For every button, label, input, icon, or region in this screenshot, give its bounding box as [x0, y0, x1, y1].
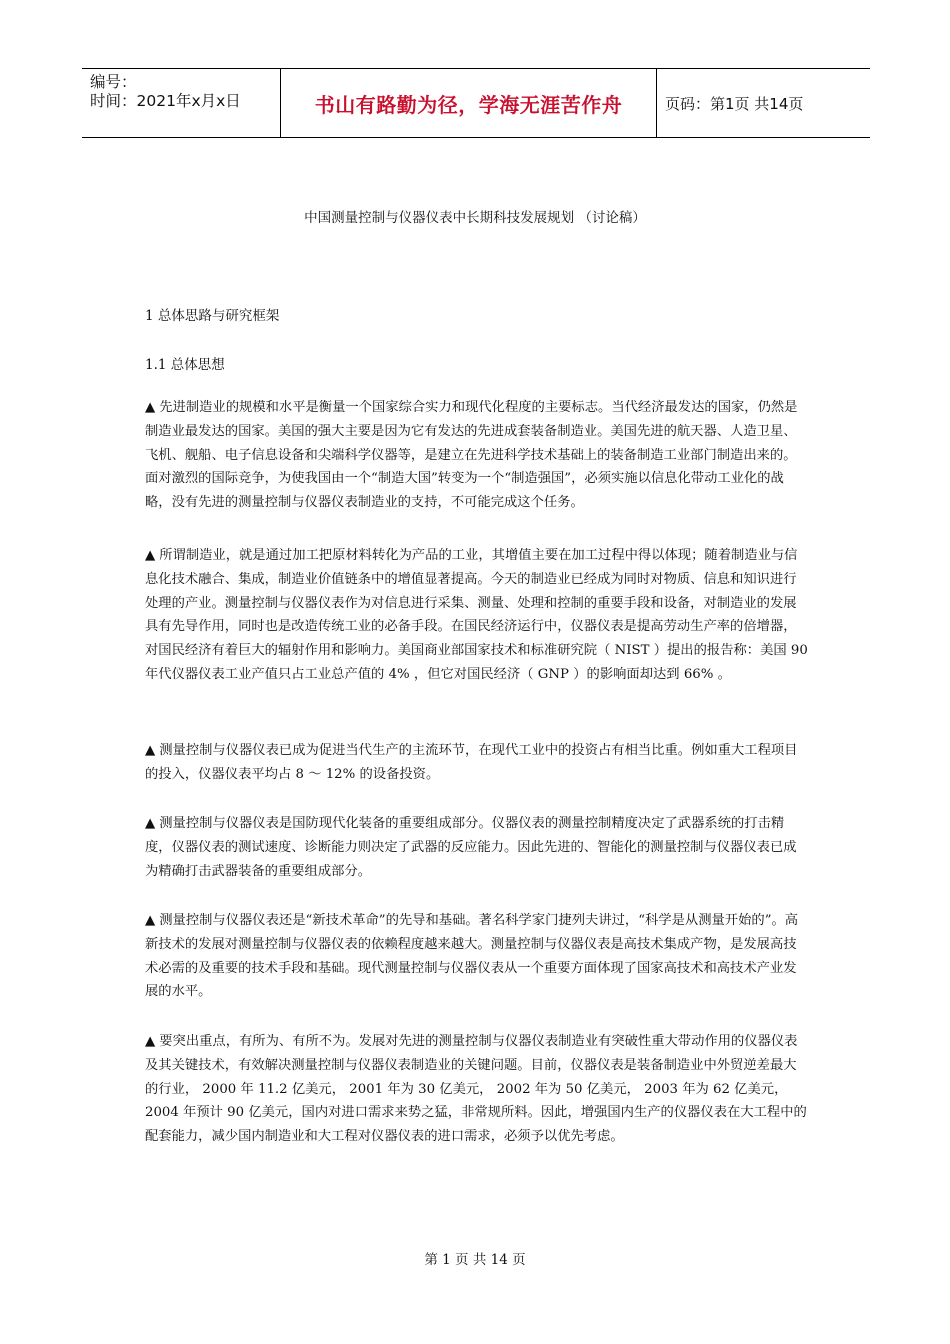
paragraph-text: 先进制造业的规模和水平是衡量一个国家综合实力和现代化程度的主要标志。当代经济最发达的国家，仍然是制造业最发达的国家。美国的强大主要是因为它有发达的先进成套装备制造业。美国先进的航天器、人造卫星、飞机、舰船、电子信息设备和尖端科学仪器等，是建立在先进科学技术基础上的装备制造工业部门制造出来的。面对激烈的国际竞争，为使我国由一个“制造大国”转变为一个“制造强国”，必须实施以信息化带动工业化的战略，没有先进的测量控制与仪器仪表制造业的支持，不可能完成这个任务。 [145, 400, 798, 511]
document-number-label: 编号： [90, 73, 137, 91]
bullet-triangle-icon: ▲ [145, 816, 156, 831]
paragraph-3 [145, 739, 809, 787]
paragraph-5 [145, 909, 809, 1004]
paragraph-text: 测量控制与仪器仪表还是“新技术革命”的先导和基础。著名科学家门捷列夫讲过，“科学是从测量开始的”。高新技术的发展对测量控制与仪器仪表的依赖程度越来越大。测量控制与仪器仪表是高技术集成产物，是发展高技术必需的及重要的技术手段和基础。现代测量控制与仪器仪表从一个重要方面体现了国家高技术和高技术产业发展的水平。 [145, 913, 799, 1000]
bullet-triangle-icon: ▲ [145, 1034, 156, 1049]
paragraph-text: 测量控制与仪器仪表是国防现代化装备的重要组成部分。仪器仪表的测量控制精度决定了武器系统的打击精度，仪器仪表的测试速度、诊断能力则决定了武器的反应能力。因此先进的、智能化的测量控制与仪器仪表已成为精确打击武器装备的重要组成部分。 [145, 816, 797, 879]
paragraph-text: 要突出重点，有所为、有所不为。发展对先进的测量控制与仪器仪表制造业有突破性重大带动作用的仪器仪表及其关键技术，有效解决测量控制与仪器仪表制造业的关键问题。目前，仪器仪表是装备制造业中外贸逆差最大的行业， 2000 年 11.2 亿美元， 2001 年为 30 亿美元， 2002 年为 50 亿美元， 2003 年为 62 亿美元， 2004 年预计 90 亿美元，国内对进口需求来势之猛，非常规所料。因此，增强国内生产的仪器仪表在大工程中的配套能力，减少国内制造业和大工程对仪器仪表的进口需求，必须予以优先考虑。 [145, 1034, 807, 1145]
paragraph-4 [145, 812, 809, 883]
bullet-triangle-icon: ▲ [145, 743, 156, 758]
header-info-cell [82, 69, 280, 137]
paragraph-1 [145, 396, 809, 515]
header-divider [656, 69, 657, 137]
section-heading-1-1: 1.1 总体思想 [145, 357, 225, 373]
document-time-label: 时间：2021年x月x日 [90, 92, 241, 110]
header-table [82, 68, 870, 138]
page-footer: 第 1 页 共 14 页 [424, 1252, 526, 1268]
document-title: 中国测量控制与仪器仪表中长期科技发展规划 （讨论稿） [304, 210, 646, 226]
bullet-triangle-icon: ▲ [145, 548, 156, 563]
bullet-triangle-icon: ▲ [145, 913, 156, 928]
paragraph-6 [145, 1030, 809, 1149]
header-page-label: 页码：第1页 共14页 [665, 94, 804, 113]
bullet-triangle-icon: ▲ [145, 400, 156, 415]
paragraph-text: 所谓制造业，就是通过加工把原材料转化为产品的工业，其增值主要在加工过程中得以体现；随着制造业与信息化技术融合、集成，制造业价值链条中的增值显著提高。今天的制造业已经成为同时对物质、信息和知识进行处理的产业。测量控制与仪器仪表作为对信息进行采集、测量、处理和控制的重要手段和设备，对制造业的发展具有先导作用，同时也是改造传统工业的必备手段。在国民经济运行中，仪器仪表是提高劳动生产率的倍增器，对国民经济有着巨大的辐射作用和影响力。美国商业部国家技术和标准研究院（ NIST ）提出的报告称：美国 90 年代仪器仪表工业产值只占工业总产值的 4% ，但它对国民经济（ GNP ）的影响面却达到 66% 。 [145, 548, 808, 682]
paragraph-2 [145, 544, 809, 687]
header-motto: 书山有路勤为径，学海无涯苦作舟 [314, 92, 623, 117]
section-heading-1: 1 总体思路与研究框架 [145, 308, 280, 324]
paragraph-text: 测量控制与仪器仪表已成为促进当代生产的主流环节，在现代工业中的投资占有相当比重。例如重大工程项目的投入，仪器仪表平均占 8 ～ 12% 的设备投资。 [145, 743, 798, 782]
